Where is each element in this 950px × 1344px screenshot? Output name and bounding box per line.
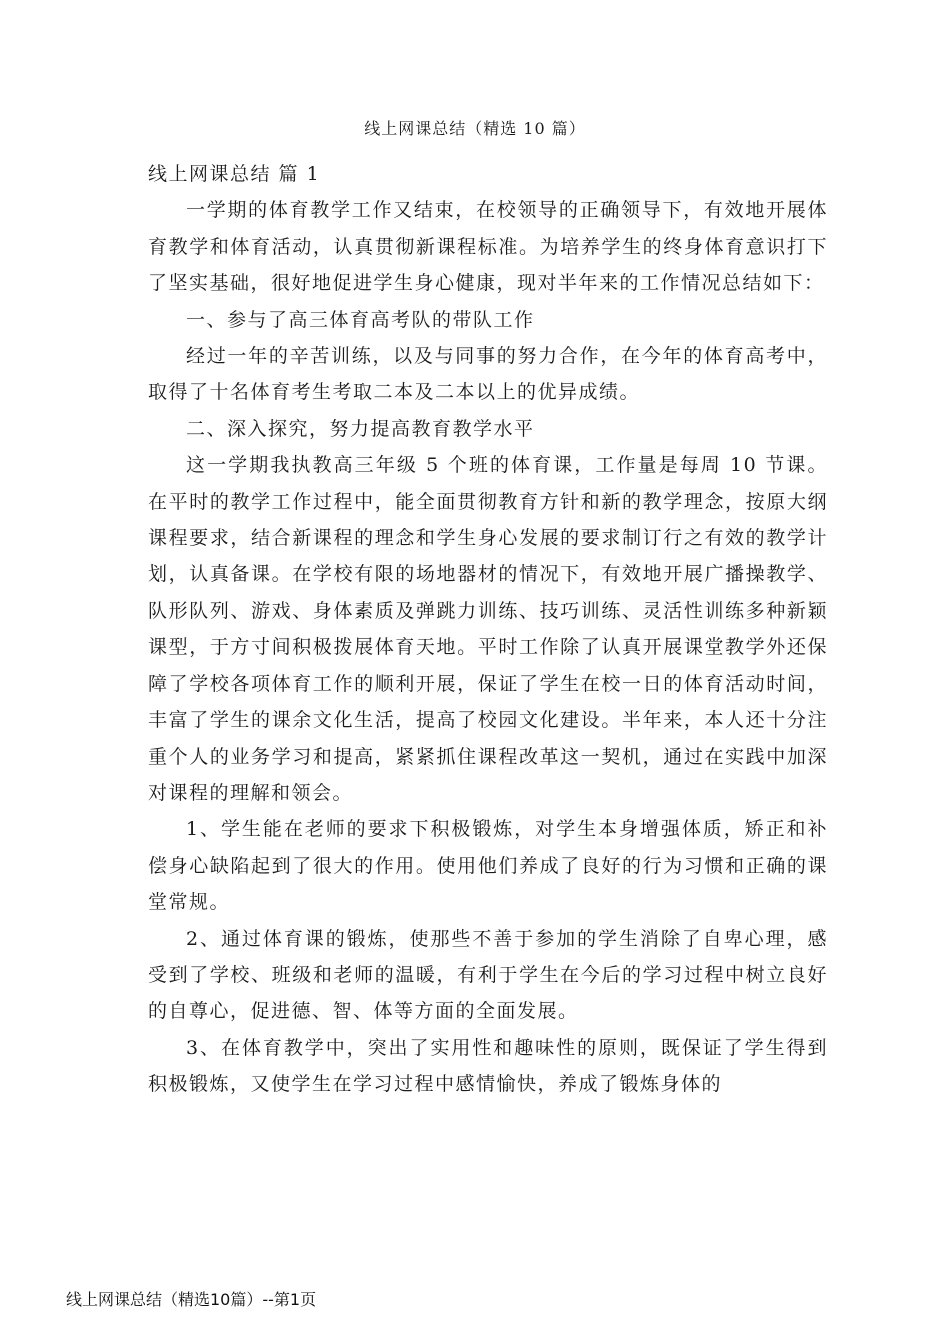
paragraph-2: 这一学期我执教高三年级 5 个班的体育课，工作量是每周 10 节课。在平时的教学工作过程中，能全面贯彻教育方针和新的教学理念，按原大纲课程要求，结合新课程的理念和学生身心发展的要求制订行之有效的教学计划，认真备课。在学校有限的场地器材的情况下，有效地开展广播操教学、队形队列、游戏、身体素质及弹跳力训练、技巧训练、灵活性训练多种新颖课型，于方寸间积极拨展体育天地。平时工作除了认真开展课堂教学外还保障了学校各项体育工作的顺利开展，保证了学生在校一日的体育活动时间，丰富了学生的课余文化生活，提高了校园文化建设。半年来，本人还十分注重个人的业务学习和提高，紧紧抓住课程改革这一契机，通过在实践中加深对课程的理解和领会。 <box>148 454 828 804</box>
paragraph-1: 经过一年的辛苦训练，以及与同事的努力合作，在今年的体育高考中，取得了十名体育考生考取二本及二本以上的优异成绩。 <box>148 345 828 404</box>
page-footer: 线上网课总结（精选10篇）--第1页 <box>66 1290 317 1309</box>
list-item-3: 3、在体育教学中，突出了实用性和趣味性的原则，既保证了学生得到积极锻炼，又使学生在学习过程中感情愉快，养成了锻炼身体的 <box>148 1036 828 1096</box>
document-body <box>148 156 828 1103</box>
subheading-2: 二、深入探究，努力提高教育教学水平 <box>186 417 535 440</box>
paragraph-intro: 一学期的体育教学工作又结束，在校领导的正确领导下，有效地开展体育教学和体育活动，认真贯彻新课程标准。为培养学生的终身体育意识打下了坚实基础，很好地促进学生身心健康，现对半年来的工作情况总结如下： <box>148 199 828 295</box>
list-item-2: 2、通过体育课的锻炼，使那些不善于参加的学生消除了自卑心理，感受到了学校、班级和老师的温暖，有利于学生在今后的学习过程中树立良好的自尊心，促进德、智、体等方面的全面发展。 <box>148 927 828 1023</box>
document-title: 线上网课总结（精选 10 篇） <box>364 119 586 138</box>
subheading-1: 一、参与了高三体育高考队的带队工作 <box>186 308 535 331</box>
section-heading: 线上网课总结 篇 1 <box>148 163 321 185</box>
list-item-1: 1、学生能在老师的要求下积极锻炼，对学生本身增强体质，矫正和补偿身心缺陷起到了很大的作用。使用他们养成了良好的行为习惯和正确的课堂常规。 <box>148 818 828 914</box>
